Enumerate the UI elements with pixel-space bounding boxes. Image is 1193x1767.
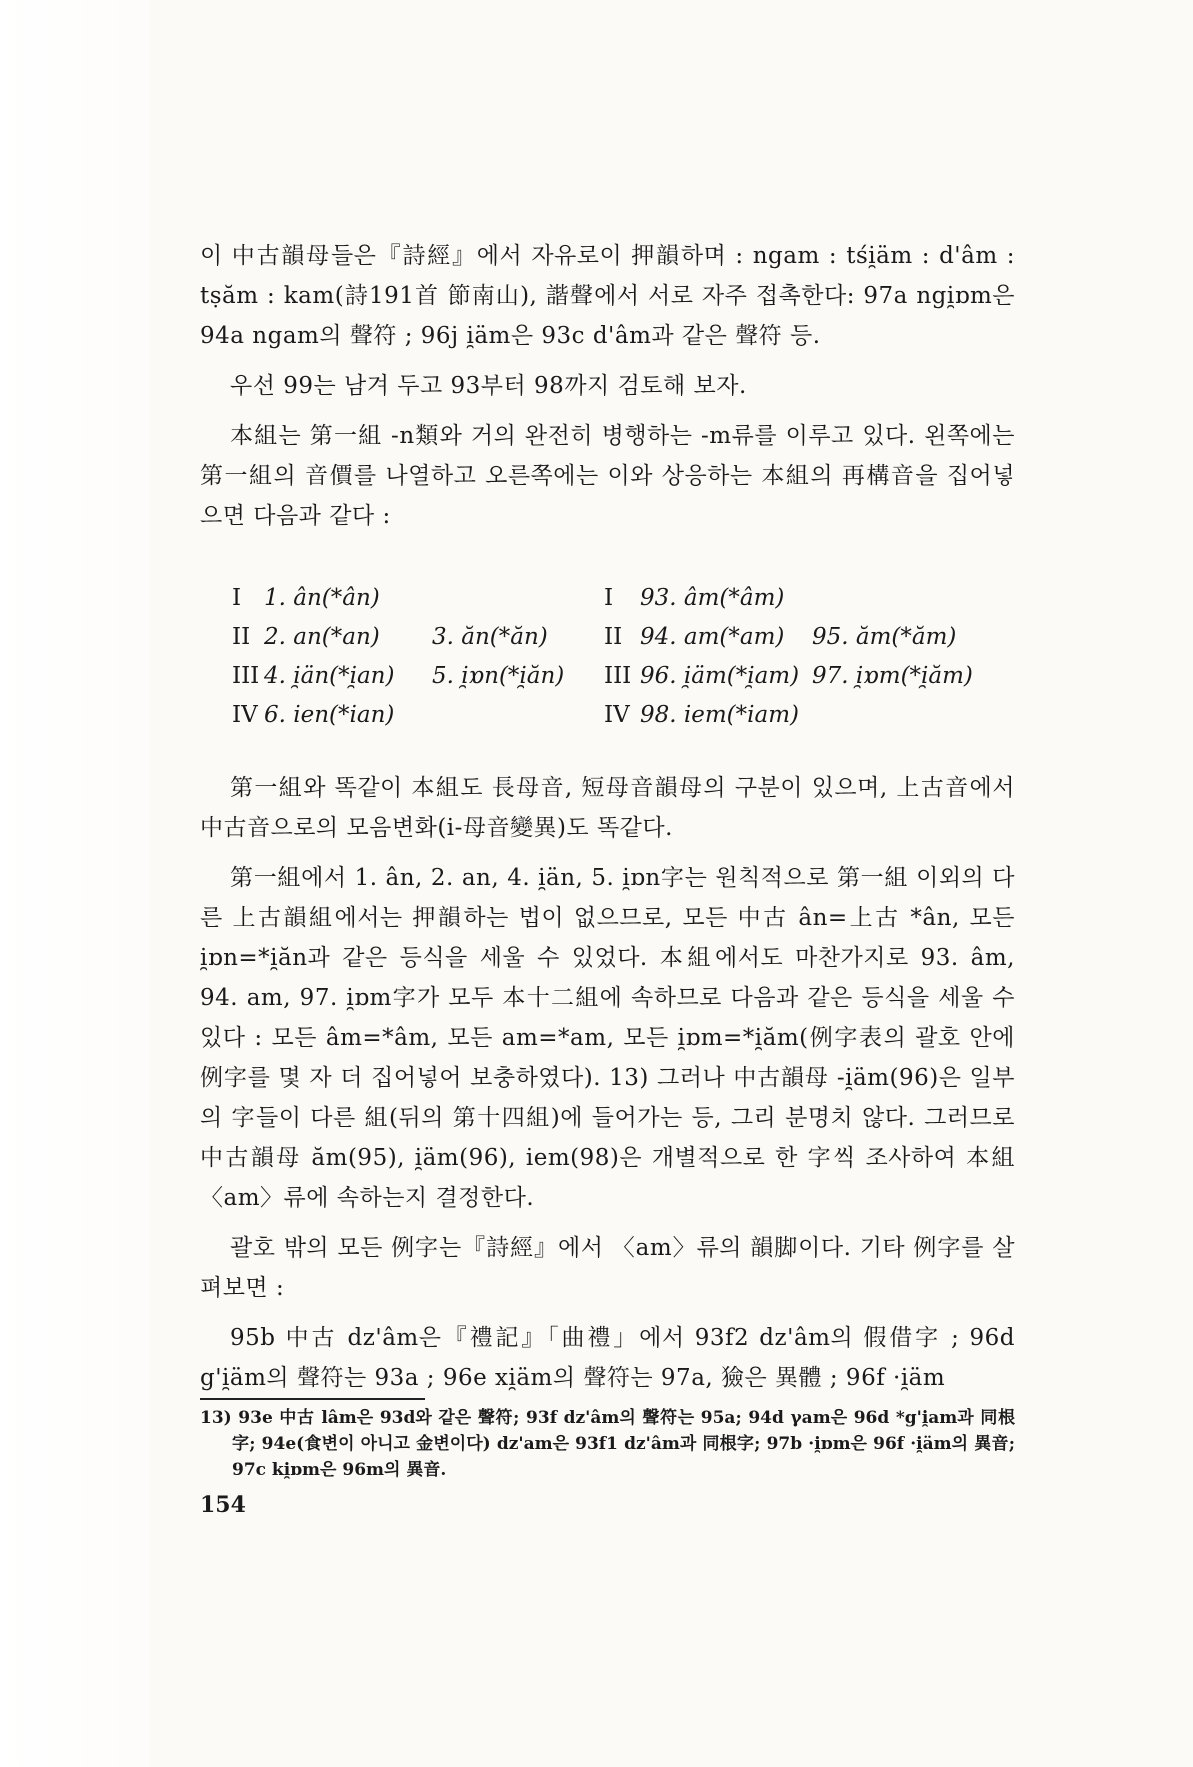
division-label-right: III (604, 663, 632, 689)
page-number: 154 (200, 1492, 246, 1518)
table-row (232, 663, 1032, 702)
correspondence-table (232, 585, 1032, 741)
table-cell: 2. an(*an) (264, 624, 380, 650)
table-cell: 93. âm(*âm) (640, 585, 785, 611)
table-row (232, 702, 1032, 741)
division-label-left: IV (232, 702, 258, 728)
table-cell: 5. i̯ɒn(*i̯ăn) (432, 663, 565, 689)
footnote-13: 13) 93e 中古 lâm은 93d와 같은 聲符; 93f dz'âm의 聲符는 95a; 94d γam은 96d *g'i̯am과 同根字; 94e(食변이 아니고 金변이다) dz'am은 93f1 dz'âm과 同根字; 97b ·i̯ɒm은 96f ·i̯äm의 異音; 97c ki̯ɒm은 96m의 異音. (200, 1408, 1015, 1480)
division-label-right: IV (604, 702, 630, 728)
division-label-left: II (232, 624, 251, 650)
table-cell: 4. i̯än(*i̯an) (264, 663, 395, 689)
body-text-top (200, 236, 1015, 546)
table-row (232, 585, 1032, 624)
footnote-divider (200, 1398, 425, 1400)
paragraph-4: 第一組와 똑같이 本組도 長母音, 短母音韻母의 구분이 있으며, 上古音에서 中古音으로의 모음변화(i-母音變異)도 똑같다. (200, 775, 1015, 841)
table-cell: 97. i̯ɒm(*i̯ăm) (812, 663, 973, 689)
table-cell: 6. ien(*ian) (264, 702, 395, 728)
table-cell: 95. ăm(*ăm) (812, 624, 957, 650)
table-cell: 1. ân(*ân) (264, 585, 380, 611)
footnotes (200, 1405, 1015, 1483)
table-row (232, 624, 1032, 663)
paragraph-7: 95b 中古 dz'âm은『禮記』「曲禮」에서 93f2 dz'âm의 假借字 ; 96d g'i̯äm의 聲符는 93a ; 96e xi̯äm의 聲符는 97a, 獫은 異體 ; 96f ·i̯äm (200, 1325, 1015, 1391)
division-label-right: II (604, 624, 623, 650)
paragraph-1: 이 中古韻母들은『詩經』에서 자유로이 押韻하며 : ngam : tśi̯äm : d'âm : tṣăm : kam(詩191首 節南山), 諧聲에서 서로 자주 접촉한다: 97a ngi̯ɒm은 94a ngam의 聲符 ; 96j i̯äm은 93c d'âm과 같은 聲符 등. (200, 243, 1015, 349)
paragraph-2: 우선 99는 남겨 두고 93부터 98까지 검토해 보자. (230, 373, 747, 399)
body-text-bottom (200, 768, 1015, 1408)
division-label-left: I (232, 585, 242, 611)
scan-margin (0, 0, 150, 1767)
paragraph-6: 괄호 밖의 모든 例字는『詩經』에서 〈am〉류의 韻脚이다. 기타 例字를 살펴보면 : (200, 1235, 1015, 1301)
paragraph-3: 本組는 第一組 -n類와 거의 완전히 병행하는 -m류를 이루고 있다. 왼쪽에는 第一組의 音價를 나열하고 오른쪽에는 이와 상응하는 本組의 再構音을 집어넣으면 다음과 같다 : (200, 423, 1015, 529)
table-cell: 94. am(*am) (640, 624, 785, 650)
table-cell: 3. ăn(*ăn) (432, 624, 548, 650)
division-label-left: III (232, 663, 260, 689)
paragraph-5: 第一組에서 1. ân, 2. an, 4. i̯än, 5. i̯ɒn字는 원칙적으로 第一組 이외의 다른 上古韻組에서는 押韻하는 법이 없으므로, 모든 中古 ân=上古 *ân, 모든 i̯ɒn=*i̯ăn과 같은 등식을 세울 수 있었다. 本組에서도 마찬가지로 93. âm, 94. am, 97. i̯ɒm字가 모두 本十二組에 속하므로 다음과 같은 등식을 세울 수 있다 : 모든 âm=*âm, 모든 am=*am, 모든 i̯ɒm=*i̯ăm(例字表의 괄호 안에 例字를 몇 자 더 집어넣어 보충하였다). 13) 그러나 中古韻母 -i̯äm(96)은 일부의 字들이 다른 組(뒤의 第十四組)에 들어가는 등, 그리 분명치 않다. 그러므로 中古韻母 ăm(95), i̯äm(96), iem(98)은 개별적으로 한 字씩 조사하여 本組 〈am〉류에 속하는지 결정한다. (200, 865, 1015, 1211)
table-cell: 98. iem(*iam) (640, 702, 799, 728)
table-cell: 96. i̯äm(*i̯am) (640, 663, 800, 689)
division-label-right: I (604, 585, 614, 611)
